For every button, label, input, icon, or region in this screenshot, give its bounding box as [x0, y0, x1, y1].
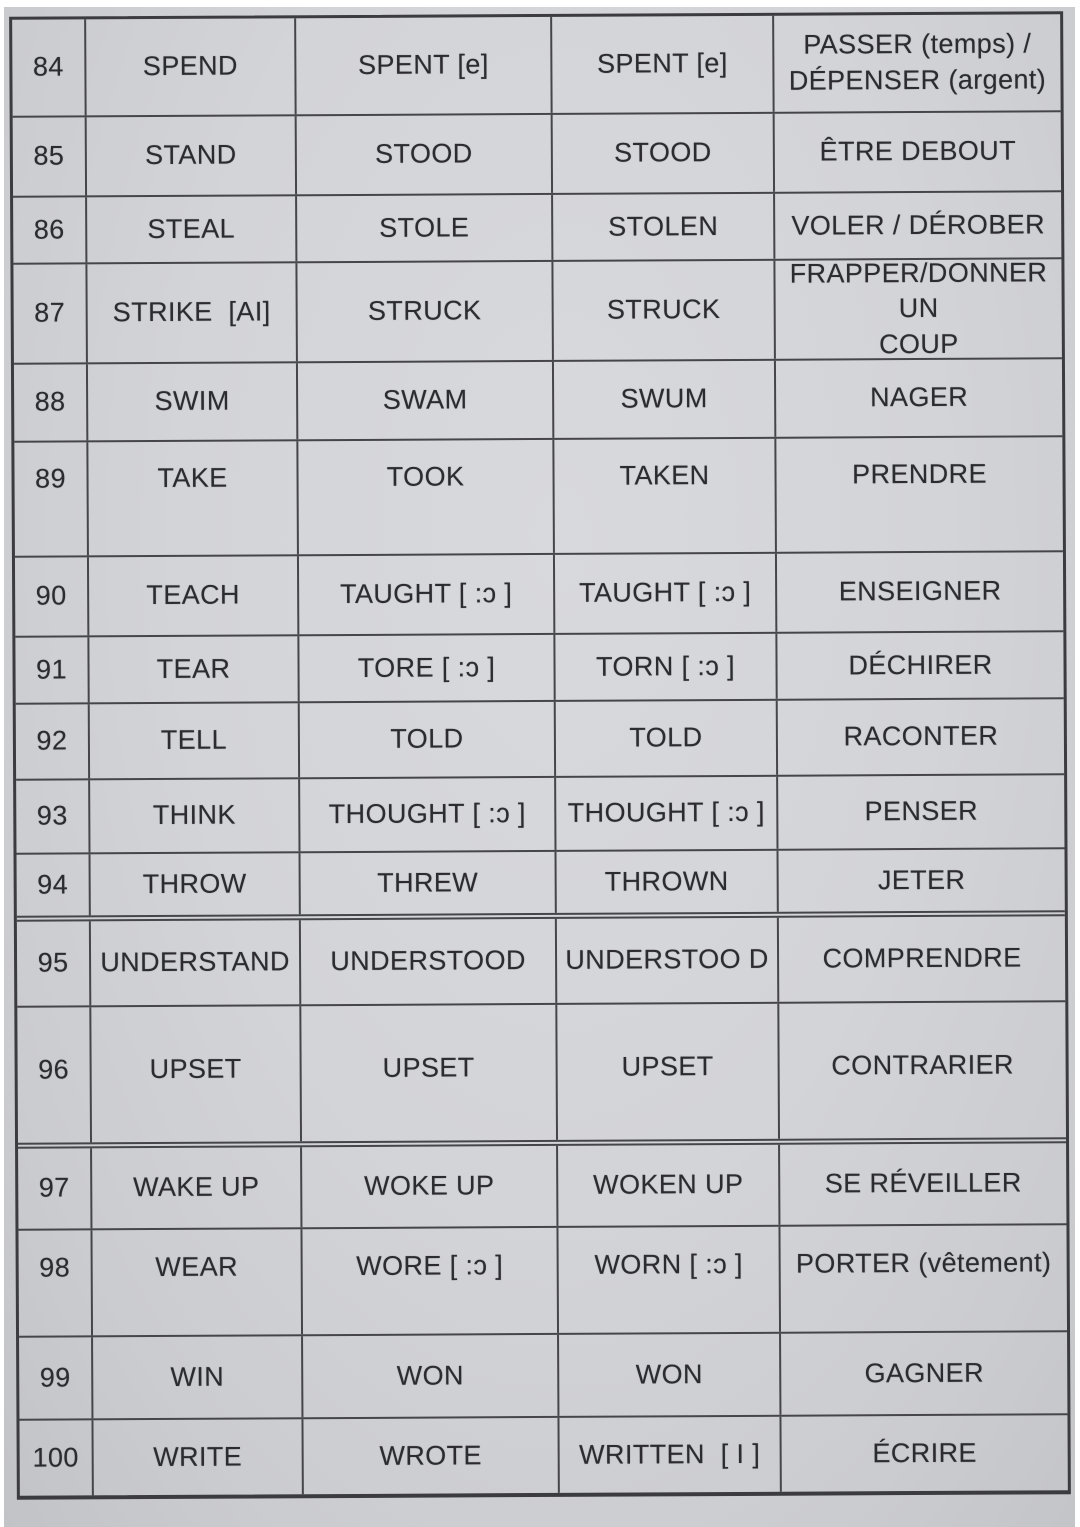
cell-verb-number: 99 [39, 1362, 71, 1393]
cell-past-simple: STRUCK [295, 262, 552, 361]
cell-verb-number: 88 [34, 386, 66, 417]
cell-base-form: THROW [89, 853, 299, 915]
cell-base-form: WAKE UP [90, 1147, 300, 1228]
cell-past-participle: WON [557, 1334, 779, 1416]
irregular-verbs-table [9, 11, 1071, 1499]
table-row [15, 550, 1063, 635]
cell-past-simple: SWAM [296, 362, 552, 439]
cell-past-simple: WORE [ :ɔ ] [300, 1228, 557, 1334]
cell-french-translation: GAGNER [779, 1332, 1067, 1415]
cell-base-form: SPEND [84, 18, 294, 115]
cell-past-participle: WRITTEN [ I ] [557, 1417, 779, 1493]
cell-verb-number: 94 [37, 869, 69, 900]
cell-base-form: STEAL [85, 196, 295, 262]
cell-french-translation: CONTRARIER [777, 1002, 1066, 1139]
cell-past-participle: TOLD [554, 701, 776, 776]
cell-base-form: THINK [88, 779, 298, 852]
cell-past-simple: TORE [ :ɔ ] [297, 635, 553, 701]
table-row [15, 630, 1063, 702]
cell-past-simple: THOUGHT [ :ɔ ] [298, 778, 554, 851]
table-row [17, 910, 1065, 1005]
table-row [16, 697, 1064, 778]
cell-past-simple: WOKE UP [300, 1146, 556, 1227]
cell-past-participle: TAUGHT [ :ɔ ] [553, 554, 775, 633]
cell-past-simple: TOOK [296, 440, 553, 554]
cell-verb-number: 87 [34, 297, 66, 328]
table-row [17, 847, 1065, 915]
cell-past-simple: STOOD [295, 115, 551, 194]
cell-french-translation: PRENDRE [774, 437, 1063, 552]
cell-base-form: STAND [85, 116, 295, 195]
table-row [18, 1223, 1067, 1335]
cell-past-simple: THREW [299, 852, 555, 914]
cell-french-translation: NAGER [774, 359, 1062, 437]
cell-french-translation: FRAPPER/DONNER UN COUP [773, 259, 1062, 359]
table-row [19, 1330, 1067, 1418]
cell-verb-number: 98 [39, 1252, 71, 1283]
cell-past-participle: THOUGHT [ :ɔ ] [554, 777, 776, 850]
cell-french-translation: COMPRENDRE [777, 916, 1065, 1002]
cell-french-translation: ÉCRIRE [779, 1415, 1067, 1492]
cell-base-form: WRITE [91, 1419, 301, 1495]
table-row [12, 14, 1060, 115]
cell-past-simple: STOLE [295, 195, 551, 261]
cell-past-simple: UPSET [299, 1005, 556, 1141]
cell-base-form: TEACH [87, 556, 297, 635]
cell-verb-number: 91 [36, 654, 68, 685]
cell-french-translation: DÉCHIRER [775, 632, 1063, 699]
cell-verb-number: 96 [38, 1054, 70, 1085]
table-row [16, 773, 1064, 852]
cell-past-participle: SWUM [552, 361, 774, 438]
cell-french-translation: ÊTRE DEBOUT [773, 112, 1061, 192]
cell-french-translation: VOLER / DÉROBER [773, 192, 1061, 259]
cell-past-simple: UNDERSTOOD [299, 919, 555, 1004]
cell-past-participle: WOKEN UP [556, 1145, 778, 1226]
cell-french-translation: RACONTER [776, 699, 1064, 775]
cell-french-translation: ENSEIGNER [775, 552, 1063, 632]
photo-background [4, 7, 1075, 1527]
cell-verb-number: 89 [35, 463, 67, 494]
cell-past-participle: UNDERSTOO D [555, 918, 777, 1003]
cell-base-form: UNDERSTAND [89, 920, 299, 1005]
table-row [14, 357, 1062, 440]
cell-base-form: SWIM [86, 363, 296, 440]
table-row [13, 257, 1062, 362]
cell-past-participle: STOLEN [551, 194, 773, 260]
cell-base-form: WIN [91, 1336, 301, 1418]
cell-base-form: STRIKE [AI] [85, 263, 296, 362]
cell-base-form: TAKE [86, 441, 297, 555]
cell-french-translation: PASSER (temps) / DÉPENSER (argent) [772, 14, 1060, 112]
cell-verb-number: 85 [33, 140, 65, 171]
table-row [17, 1000, 1066, 1142]
cell-verb-number: 97 [38, 1172, 70, 1203]
cell-past-participle: STRUCK [551, 261, 774, 360]
cell-past-simple: WON [301, 1335, 557, 1417]
cell-past-simple: TOLD [298, 702, 554, 777]
cell-past-participle: SPENT [e] [550, 16, 772, 113]
cell-base-form: TELL [88, 703, 298, 778]
table-row [13, 190, 1061, 262]
cell-past-simple: WROTE [301, 1418, 557, 1494]
table-row [14, 435, 1063, 555]
cell-french-translation: PENSER [776, 775, 1064, 849]
cell-verb-number: 100 [32, 1442, 79, 1473]
cell-past-participle: STOOD [551, 114, 773, 193]
cell-verb-number: 90 [35, 580, 67, 611]
table-row [19, 1413, 1067, 1495]
table-row [13, 110, 1061, 195]
cell-base-form: UPSET [89, 1006, 300, 1142]
cell-past-participle: TORN [ :ɔ ] [553, 634, 775, 700]
cell-base-form: TEAR [87, 636, 297, 702]
cell-past-simple: SPENT [e] [294, 17, 550, 114]
cell-verb-number: 86 [33, 214, 65, 245]
cell-past-participle: THROWN [555, 851, 777, 913]
cell-verb-number: 95 [37, 947, 69, 978]
cell-french-translation: PORTER (vêtement) [778, 1225, 1067, 1332]
cell-base-form: WEAR [90, 1229, 301, 1335]
cell-past-participle: TAKEN [552, 439, 775, 553]
cell-verb-number: 92 [36, 725, 68, 756]
cell-french-translation: SE RÉVEILLER [778, 1143, 1066, 1225]
cell-verb-number: 84 [32, 51, 64, 82]
cell-past-participle: WORN [ :ɔ ] [556, 1227, 779, 1333]
cell-past-simple: TAUGHT [ :ɔ ] [297, 555, 553, 634]
cell-french-translation: JETER [777, 849, 1065, 912]
table-row [18, 1137, 1066, 1228]
cell-past-participle: UPSET [555, 1004, 778, 1140]
cell-verb-number: 93 [36, 800, 68, 831]
